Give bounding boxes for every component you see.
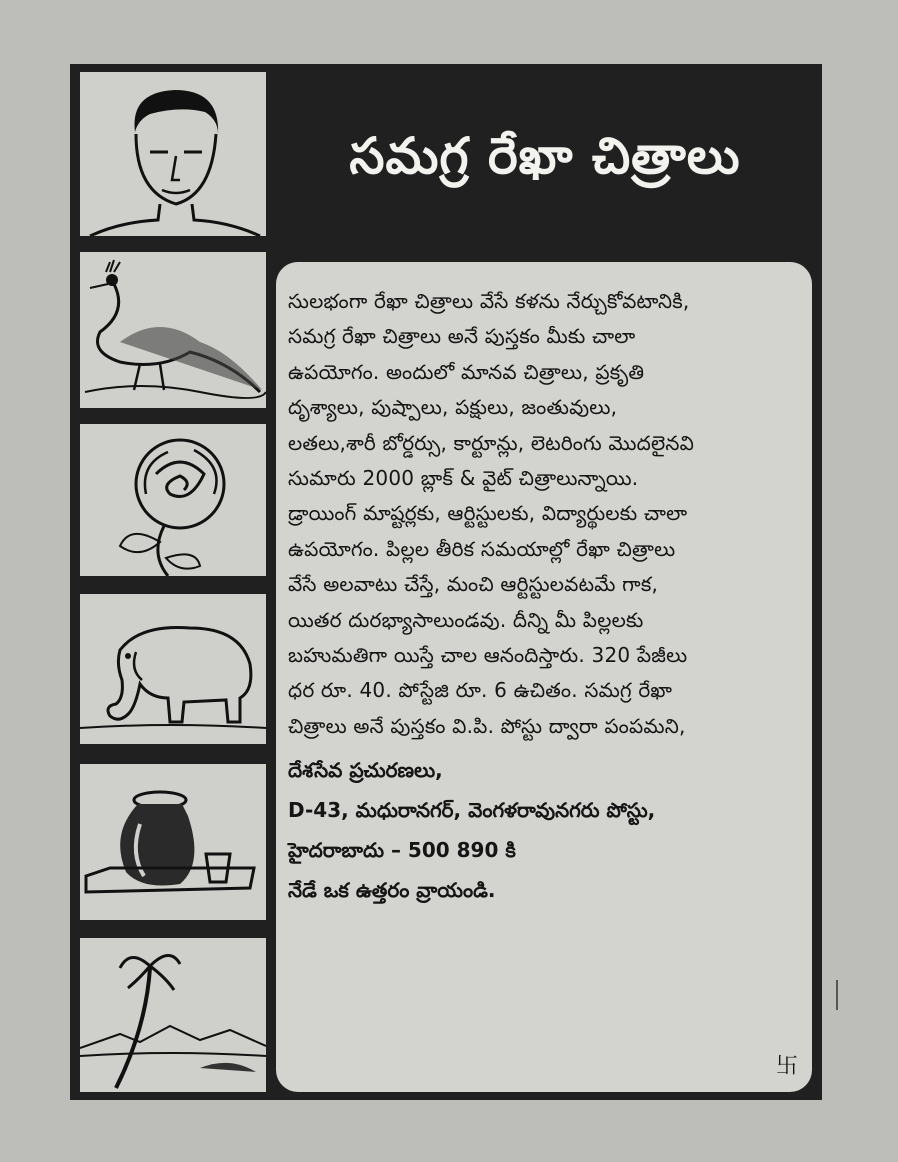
elephant-icon <box>80 594 266 744</box>
body-line: లతలు,శారీ బోర్డర్సు, కార్టూన్లు, లెటరింగు మొదలైనవి <box>288 430 695 455</box>
scan-mark <box>836 980 838 1010</box>
call-to-action: నేడే ఒక ఉత్తరం వ్రాయండి. <box>288 878 496 903</box>
body-line: సమగ్ర రేఖా చిత్రాలు అనే పుస్తకం మీకు చాలా <box>288 324 636 349</box>
rose-icon <box>80 424 266 576</box>
body-line: యితర దురభ్యాసాలుండవు. దీన్ని మీ పిల్లలకు <box>288 607 644 632</box>
body-line: సులభంగా రేఖా చిత్రాలు వేసే కళను నేర్చుకోవటానికి, <box>288 289 690 313</box>
body-line: సుమారు 2000 బ్లాక్ & వైట్ చిత్రాలున్నాయి. <box>288 466 639 491</box>
page-title: సమగ్ర రేఖా చిత్రాలు <box>349 126 741 185</box>
body-line: దృశ్యాలు, పుష్పాలు, పక్షులు, జంతువులు, <box>288 395 618 420</box>
man-portrait-icon <box>80 72 266 236</box>
corner-symbol-icon: 卐 <box>775 1054 798 1079</box>
body-line: ఉపయోగం. పిల్లల తీరిక సమయాల్లో రేఖా చిత్రాలు <box>288 536 676 561</box>
body-line: ఉపయోగం. అందులో మానవ చిత్రాలు, ప్రకృతి <box>288 359 645 384</box>
title-band <box>276 72 814 252</box>
body-line: ధర రూ. 40. పోస్టేజి రూ. 6 ఉచితం. సమగ్ర రేఖా <box>288 678 673 703</box>
description-box <box>276 262 812 1092</box>
body-line: బహుమతిగా యిస్తే చాల ఆనందిస్తారు. 320 పేజీలు <box>288 643 688 668</box>
peacock-icon <box>80 252 266 408</box>
address-city: హైదరాబాదు – 500 890 కి <box>288 838 516 863</box>
palm-tree-landscape-icon <box>80 938 266 1092</box>
address-street: D-43, మధురానగర్, వెంగళరావునగరు పోస్టు, <box>288 798 656 823</box>
body-line: చిత్రాలు అనే పుస్తకం వి.పి. పోస్టు ద్వారా పంపమని, <box>288 713 686 738</box>
water-pot-icon <box>80 764 266 920</box>
body-line: వేసే అలవాటు చేస్తే, మంచి ఆర్టిస్టులవటమే గాక, <box>288 572 659 597</box>
body-line: డ్రాయింగ్ మాష్టర్లకు, ఆర్టిస్టులకు, విద్యార్థులకు చాలా <box>288 501 688 526</box>
address-block <box>288 750 796 910</box>
publisher-name: దేశసేవ ప్రచురణలు, <box>288 758 443 783</box>
